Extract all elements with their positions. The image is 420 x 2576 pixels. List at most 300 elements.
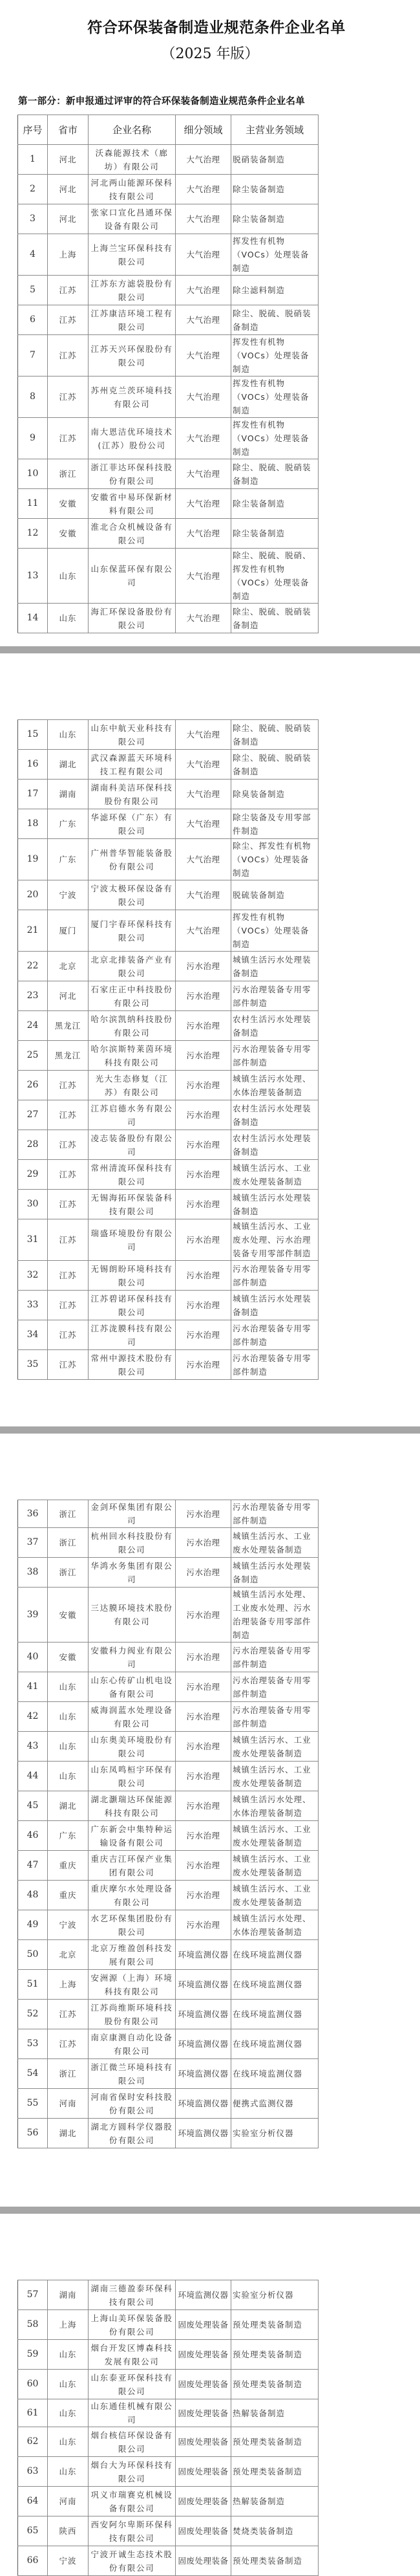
province-cell: 安徽 [48,1643,89,1672]
main-business-cell: 污水治理装备专用零部件制造 [231,1350,319,1380]
province-cell: 河南 [48,2089,89,2119]
table-row [18,1190,319,1219]
province-cell: 江苏 [48,276,89,305]
row-number-cell: 43 [18,1732,48,1762]
row-number-cell: 66 [18,2546,48,2576]
sub-field-cell: 大气治理 [176,549,231,604]
company-name-cell: 重庆吉江环保产业集团有限公司 [89,1851,176,1881]
table-row [18,2427,319,2457]
sub-field-cell: 大气治理 [176,880,231,910]
row-number-cell: 15 [18,720,48,750]
sub-field-cell: 污水治理 [176,1500,231,1528]
main-business-cell: 除尘、脱硫、脱硝装备制造 [231,720,319,750]
sub-field-cell: 大气治理 [176,839,231,880]
main-business-cell: 预处理类装备制造 [231,2546,319,2576]
sub-field-cell: 污水治理 [176,1011,231,1041]
main-business-cell: 污水治理装备专用零部件制造 [231,1672,319,1702]
province-cell: 河南 [48,2487,89,2516]
company-name-cell: 无锡海拓环保装备科技有限公司 [89,1190,176,1219]
table-row [18,952,319,981]
sub-field-cell: 污水治理 [176,1350,231,1380]
main-business-cell: 城镇生活污水处理装备制造 [231,1291,319,1320]
province-cell: 江苏 [48,1160,89,1190]
province-cell: 河北 [48,145,89,175]
column-header-business: 主营业务领域 [231,115,319,145]
row-number-cell: 61 [18,2399,48,2427]
table-row [18,981,319,1011]
table-row [18,2487,319,2516]
table-row [18,2370,319,2399]
row-number-cell: 20 [18,880,48,910]
main-business-cell: 农村生活污水处理装备制造 [231,1100,319,1130]
table-row [18,489,319,519]
table-row [18,418,319,459]
company-name-cell: 安洲源（上海）环境科技有限公司 [89,1970,176,2000]
main-business-cell: 城镇生活污水、工业废水处理装备制造 [231,1851,319,1881]
company-table-page-4 [17,2280,319,2576]
company-table-page-3 [17,1500,319,2148]
table-row [18,880,319,910]
row-number-cell: 29 [18,1160,48,1190]
province-cell: 广东 [48,809,89,839]
table-row [18,276,319,305]
table-row [18,1500,319,1528]
table-row [18,2059,319,2089]
sub-field-cell: 污水治理 [176,1160,231,1190]
table-row [18,1672,319,1702]
table-row [18,145,319,175]
sub-field-cell: 固废处理装备 [176,2427,231,2457]
page-separator [0,1426,420,1434]
table-row [18,1130,319,1160]
province-cell: 北京 [48,952,89,981]
province-cell: 江苏 [48,1190,89,1219]
main-business-cell: 在线环境监测仪器 [231,2059,319,2089]
table-row [18,204,319,234]
main-business-cell: 在线环境监测仪器 [231,2029,319,2059]
province-cell: 山东 [48,1672,89,1702]
row-number-cell: 58 [18,2310,48,2340]
sub-field-cell: 环境监测仪器 [176,2000,231,2029]
sub-field-cell: 污水治理 [176,952,231,981]
sub-field-cell: 固废处理装备 [176,2370,231,2399]
company-name-cell: 华滤环保（广东）有限公司 [89,809,176,839]
table-row [18,519,319,549]
table-row [18,720,319,750]
main-business-cell: 污水治理装备专用零部件制造 [231,1500,319,1528]
province-cell: 江苏 [48,377,89,418]
row-number-cell: 37 [18,1528,48,1558]
sub-field-cell: 大气治理 [176,750,231,780]
sub-field-cell: 污水治理 [176,1291,231,1320]
province-cell: 江苏 [48,1350,89,1380]
column-header-no: 序号 [18,115,48,145]
province-cell: 江苏 [48,1100,89,1130]
main-business-cell: 城镇生活污水处理、水体治理装备制造 [231,1910,319,1940]
sub-field-cell: 污水治理 [176,1219,231,1261]
company-name-cell: 河北两山能源环保科技有限公司 [89,175,176,204]
table-row [18,2280,319,2310]
company-name-cell: 常州清流环保科技有限公司 [89,1160,176,1190]
company-name-cell: 重庆摩尔水处理设备有限公司 [89,1881,176,1910]
table-row [18,2310,319,2340]
main-business-cell: 除尘、脱硫、脱硝装备制造 [231,750,319,780]
table-row [18,1643,319,1672]
table-row [18,2119,319,2148]
province-cell: 湖北 [48,750,89,780]
table-row [18,459,319,489]
sub-field-cell: 大气治理 [176,780,231,809]
company-name-cell: 巩义市瑞赛克机械设备有限公司 [89,2487,176,2516]
row-number-cell: 35 [18,1350,48,1380]
province-cell: 浙江 [48,1500,89,1528]
company-name-cell: 北京万维盈创科技发展有限公司 [89,1940,176,1970]
main-business-cell: 除尘装备制造 [231,175,319,204]
sub-field-cell: 大气治理 [176,234,231,276]
province-cell: 湖南 [48,2280,89,2310]
main-business-cell: 预处理类装备制造 [231,2457,319,2487]
main-business-cell: 实验室分析仪器 [231,2119,319,2148]
main-business-cell: 城镇生活污水、工业废水处理、污水治理装备专用零部件制造 [231,1219,319,1261]
sub-field-cell: 大气治理 [176,720,231,750]
company-name-cell: 威海润蓝水处理设备有限公司 [89,1702,176,1732]
table-row [18,1350,319,1380]
row-number-cell: 50 [18,1940,48,1970]
sub-field-cell: 固废处理装备 [176,2487,231,2516]
row-number-cell: 56 [18,2119,48,2148]
main-business-cell: 城镇生活污水、工业废水处理装备制造 [231,1881,319,1910]
province-cell: 江苏 [48,335,89,377]
sub-field-cell: 污水治理 [176,981,231,1011]
main-business-cell: 城镇生活污水处理、水体治理装备制造 [231,1071,319,1100]
main-business-cell: 污水治理装备专用零部件制造 [231,1643,319,1672]
row-number-cell: 1 [18,145,48,175]
province-cell: 山东 [48,720,89,750]
province-cell: 陕西 [48,2516,89,2546]
main-business-cell: 焚烧类装备制造 [231,2516,319,2546]
company-name-cell: 江苏泷膜科技有限公司 [89,1320,176,1350]
company-name-cell: 烟台大为环保科技有限公司 [89,2457,176,2487]
province-cell: 河北 [48,175,89,204]
company-name-cell: 安徽省中易环保新材料有限公司 [89,489,176,519]
row-number-cell: 16 [18,750,48,780]
main-business-cell: 脱硝装备制造 [231,145,319,175]
main-business-cell: 城镇生活污水、工业废水处理装备制造 [231,1762,319,1791]
row-number-cell: 41 [18,1672,48,1702]
province-cell: 江苏 [48,2000,89,2029]
province-cell: 山东 [48,1762,89,1791]
province-cell: 浙江 [48,459,89,489]
table-row [18,809,319,839]
sub-field-cell: 环境监测仪器 [176,2089,231,2119]
province-cell: 重庆 [48,1881,89,1910]
province-cell: 江苏 [48,1219,89,1261]
main-business-cell: 预处理类装备制造 [231,2310,319,2340]
province-cell: 江苏 [48,1130,89,1160]
table-row [18,750,319,780]
company-name-cell: 西安阿尔卑斯环保科技有限公司 [89,2516,176,2546]
sub-field-cell: 大气治理 [176,204,231,234]
province-cell: 山东 [48,604,89,633]
company-name-cell: 山东奥美环境股份有限公司 [89,1732,176,1762]
table-row [18,549,319,604]
province-cell: 北京 [48,1940,89,1970]
page-separator [0,2207,420,2214]
sub-field-cell: 大气治理 [176,910,231,952]
table-row [18,1219,319,1261]
row-number-cell: 19 [18,839,48,880]
company-name-cell: 三达膜环境技术股份有限公司 [89,1588,176,1643]
main-business-cell: 便携式监测仪器 [231,2089,319,2119]
company-name-cell: 武汉森源蓝天环境科技工程有限公司 [89,750,176,780]
company-name-cell: 无锡朗盼环境科技有限公司 [89,1261,176,1291]
row-number-cell: 47 [18,1851,48,1881]
sub-field-cell: 污水治理 [176,1881,231,1910]
column-header-company: 企业名称 [89,115,176,145]
company-name-cell: 烟台开发区博森科技发展有限公司 [89,2340,176,2370]
company-name-cell: 江苏碧诺环保科技有限公司 [89,1291,176,1320]
company-name-cell: 石家庄正中科技股份有限公司 [89,981,176,1011]
province-cell: 黑龙江 [48,1011,89,1041]
company-name-cell: 安徽科力阀业有限公司 [89,1643,176,1672]
table-row [18,839,319,880]
row-number-cell: 21 [18,910,48,952]
row-number-cell: 38 [18,1558,48,1588]
company-table-page-1 [17,115,319,633]
company-name-cell: 烟台核信环保设备有限公司 [89,2427,176,2457]
sub-field-cell: 污水治理 [176,1732,231,1762]
table-row [18,1261,319,1291]
main-business-cell: 城镇生活污水、工业废水处理装备制造 [231,1528,319,1558]
row-number-cell: 62 [18,2427,48,2457]
company-name-cell: 宁波开诚生态技术股份有限公司 [89,2546,176,2576]
company-name-cell: 凌志装备股份有限公司 [89,1130,176,1160]
row-number-cell: 28 [18,1130,48,1160]
company-name-cell: 瑞盛环境股份有限公司 [89,1219,176,1261]
row-number-cell: 32 [18,1261,48,1291]
column-header-province: 省市 [48,115,89,145]
sub-field-cell: 大气治理 [176,305,231,335]
row-number-cell: 31 [18,1219,48,1261]
row-number-cell: 64 [18,2487,48,2516]
main-business-cell: 污水治理装备专用零部件制造 [231,981,319,1011]
main-business-cell: 实验室分析仪器 [231,2280,319,2310]
document-subtitle: （2025 年版） [161,46,259,62]
main-business-cell: 城镇生活污水处理装备制造 [231,1558,319,1588]
main-business-cell: 除尘、脱硫、脱硝装备制造 [231,459,319,489]
main-business-cell: 预处理类装备制造 [231,2370,319,2399]
row-number-cell: 7 [18,335,48,377]
document-title: 符合环保装备制造业规范条件企业名单 [87,19,346,36]
table-row [18,2340,319,2370]
main-business-cell: 热解装备制造 [231,2487,319,2516]
province-cell: 河北 [48,981,89,1011]
province-cell: 山东 [48,2427,89,2457]
table-row [18,1041,319,1071]
row-number-cell: 33 [18,1291,48,1320]
company-name-cell: 水艺环保集团股份有限公司 [89,1910,176,1940]
company-name-cell: 光大生态修复（江苏）有限公司 [89,1071,176,1100]
sub-field-cell: 污水治理 [176,1320,231,1350]
main-business-cell: 除尘、挥发性有机物（VOCs）处理装备制造 [231,839,319,880]
main-business-cell: 污水治理装备专用零部件制造 [231,1702,319,1732]
province-cell: 山东 [48,2340,89,2370]
company-name-cell: 浙江菲达环保科技股份有限公司 [89,459,176,489]
company-name-cell: 张家口宣化昌通环保设备有限公司 [89,204,176,234]
main-business-cell: 在线环境监测仪器 [231,2000,319,2029]
sub-field-cell: 污水治理 [176,1910,231,1940]
sub-field-cell: 大气治理 [176,809,231,839]
sub-field-cell: 大气治理 [176,377,231,418]
main-business-cell: 热解装备制造 [231,2399,319,2427]
main-business-cell: 污水治理装备专用零部件制造 [231,1041,319,1071]
company-name-cell: 华鸿水务集团有限公司 [89,1558,176,1588]
main-business-cell: 预处理类装备制造 [231,2427,319,2457]
province-cell: 浙江 [48,1528,89,1558]
company-name-cell: 宁波太极环保设备有限公司 [89,880,176,910]
main-business-cell: 除尘滤料制造 [231,276,319,305]
sub-field-cell: 污水治理 [176,1588,231,1643]
main-business-cell: 除尘、脱硫、脱硝装备制造 [231,604,319,633]
table-row [18,175,319,204]
row-number-cell: 45 [18,1791,48,1821]
row-number-cell: 18 [18,809,48,839]
company-name-cell: 山东泰亚环保科技有限公司 [89,2370,176,2399]
table-row [18,604,319,633]
province-cell: 重庆 [48,1851,89,1881]
main-business-cell: 挥发性有机物（VOCs）处理装备制造 [231,418,319,459]
main-business-cell: 城镇生活污水处理、水体治理装备制造 [231,1791,319,1821]
row-number-cell: 4 [18,234,48,276]
province-cell: 江苏 [48,1261,89,1291]
province-cell: 山东 [48,2370,89,2399]
table-row [18,2516,319,2546]
company-name-cell: 山东保蓝环保有限公司 [89,549,176,604]
province-cell: 江苏 [48,418,89,459]
sub-field-cell: 污水治理 [176,1851,231,1881]
sub-field-cell: 大气治理 [176,175,231,204]
row-number-cell: 3 [18,204,48,234]
sub-field-cell: 污水治理 [176,1821,231,1851]
sub-field-cell: 固废处理装备 [176,2516,231,2546]
row-number-cell: 46 [18,1821,48,1851]
company-name-cell: 湖南科美洁环保科技股份有限公司 [89,780,176,809]
table-row [18,1588,319,1643]
main-business-cell: 脱硫装备制造 [231,880,319,910]
main-business-cell: 城镇生活污水处理装备制造 [231,952,319,981]
province-cell: 上海 [48,1970,89,2000]
row-number-cell: 57 [18,2280,48,2310]
province-cell: 山东 [48,1702,89,1732]
company-name-cell: 广东新会中集特种运输设备有限公司 [89,1821,176,1851]
province-cell: 浙江 [48,1558,89,1588]
sub-field-cell: 污水治理 [176,1643,231,1672]
main-business-cell: 挥发性有机物（VOCs）处理装备制造 [231,910,319,952]
row-number-cell: 26 [18,1071,48,1100]
company-name-cell: 江苏康洁环境工程有限公司 [89,305,176,335]
row-number-cell: 8 [18,377,48,418]
province-cell: 江苏 [48,1291,89,1320]
sub-field-cell: 固废处理装备 [176,2546,231,2576]
main-business-cell: 挥发性有机物（VOCs）处理装备制造 [231,335,319,377]
sub-field-cell: 污水治理 [176,1762,231,1791]
province-cell: 湖南 [48,780,89,809]
main-business-cell: 除尘装备制造 [231,204,319,234]
table-row [18,1910,319,1940]
sub-field-cell: 固废处理装备 [176,2340,231,2370]
sub-field-cell: 污水治理 [176,1672,231,1702]
sub-field-cell: 环境监测仪器 [176,2059,231,2089]
row-number-cell: 42 [18,1702,48,1732]
sub-field-cell: 污水治理 [176,1100,231,1130]
sub-field-cell: 固废处理装备 [176,2399,231,2427]
province-cell: 宁波 [48,880,89,910]
sub-field-cell: 环境监测仪器 [176,1940,231,1970]
company-name-cell: 山东中航天业科技有限公司 [89,720,176,750]
company-name-cell: 上海山美环保装备股份有限公司 [89,2310,176,2340]
main-business-cell: 除尘装备制造 [231,519,319,549]
province-cell: 安徽 [48,489,89,519]
province-cell: 宁波 [48,1910,89,1940]
company-name-cell: 金剑环保集团有限公司 [89,1500,176,1528]
province-cell: 浙江 [48,2059,89,2089]
company-name-cell: 湖北灏瑞达环保能源科技有限公司 [89,1791,176,1821]
province-cell: 上海 [48,2310,89,2340]
table-row [18,1762,319,1791]
province-cell: 山东 [48,2399,89,2427]
table-row [18,1291,319,1320]
province-cell: 湖北 [48,2119,89,2148]
row-number-cell: 39 [18,1588,48,1643]
sub-field-cell: 污水治理 [176,1261,231,1291]
company-name-cell: 常州中源技术股份有限公司 [89,1350,176,1380]
company-name-cell: 沃森能源技术（廊坊）有限公司 [89,145,176,175]
table-row [18,1881,319,1910]
province-cell: 山东 [48,1732,89,1762]
main-business-cell: 预处理类装备制造 [231,2340,319,2370]
table-row [18,2000,319,2029]
main-business-cell: 农村生活污水处理装备制造 [231,1130,319,1160]
table-row [18,377,319,418]
main-business-cell: 污水治理装备专用零部件制造 [231,1320,319,1350]
table-row [18,1821,319,1851]
province-cell: 广东 [48,839,89,880]
main-business-cell: 城镇生活污水、工业废水处理装备制造 [231,1160,319,1190]
table-row [18,2029,319,2059]
company-name-cell: 江苏东方滤袋股份有限公司 [89,276,176,305]
company-name-cell: 河南省保时安科技股份有限公司 [89,2089,176,2119]
table-row [18,234,319,276]
company-name-cell: 淮北合众机械设备有限公司 [89,519,176,549]
main-business-cell: 除尘装备及专用零部件制造 [231,809,319,839]
row-number-cell: 23 [18,981,48,1011]
row-number-cell: 6 [18,305,48,335]
table-row [18,2089,319,2119]
company-name-cell: 江苏启德水务有限公司 [89,1100,176,1130]
province-cell: 江苏 [48,305,89,335]
row-number-cell: 53 [18,2029,48,2059]
main-business-cell: 城镇生活污水处理、工业废水处理、污水治理装备专用零部件制造 [231,1588,319,1643]
table-row [18,1011,319,1041]
row-number-cell: 44 [18,1762,48,1791]
province-cell: 江苏 [48,1320,89,1350]
row-number-cell: 51 [18,1970,48,2000]
table-header-row [18,115,319,145]
company-name-cell: 湖南三德盈泰环保科技有限公司 [89,2280,176,2310]
province-cell: 山东 [48,549,89,604]
table-row [18,1558,319,1588]
province-cell: 黑龙江 [48,1041,89,1071]
